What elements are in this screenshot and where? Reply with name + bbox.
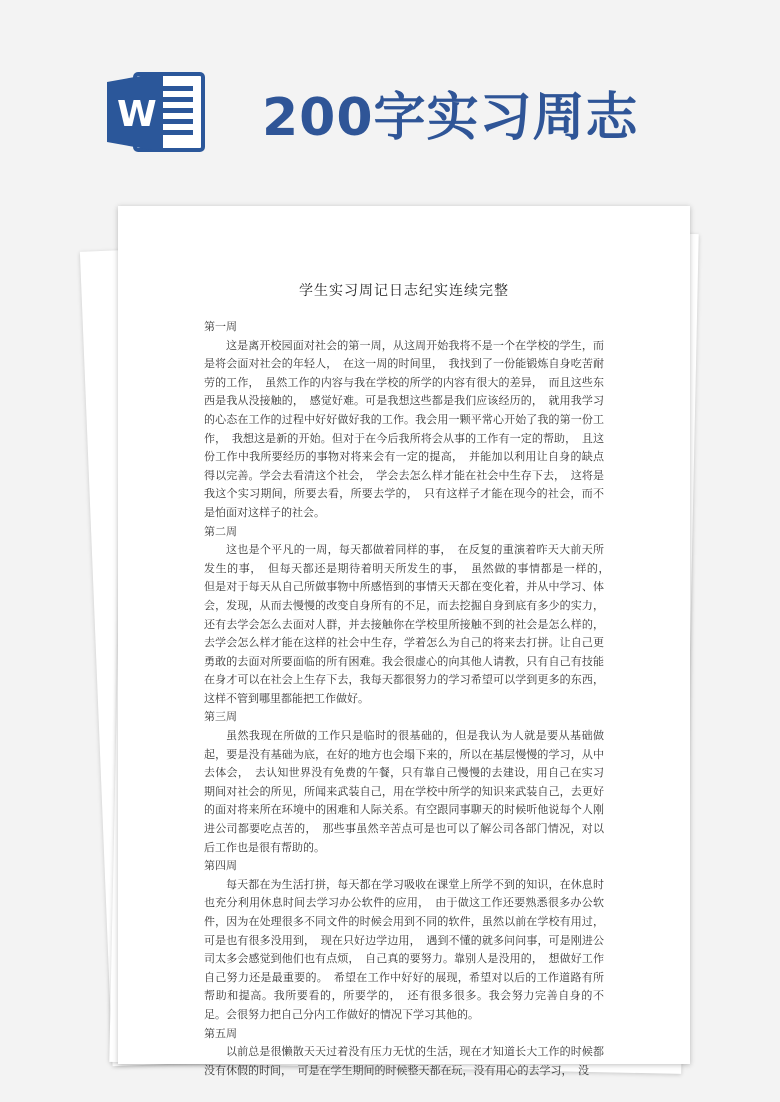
section-paragraph: 以前总是很懒散天天过着没有压力无忧的生活，现在才知道长大工作的时候都没有休假的时间， 可是在学生期间的时候整天都在玩，没有用心的去学习， 没 xyxy=(204,1045,604,1077)
document-body xyxy=(204,318,615,1077)
section-paragraph: 这也是个平凡的一周，每天都做着同样的事， 在反复的重演着昨天大前天所发生的事， 但每天都还是期待着明天所发生的事， 虽然做的事情都是一样的， 但是对于每天从自己所做事物中所感悟到的事情天天都在变化着，并从中学习、体会，发现，从而去慢慢的改变自身所有的不足，而去挖掘自身到底有多少的实力，还有去学会怎么去面对人群，并去接触你在学校里所接触不到的社会是怎么样的，去学会怎么样才能在这样的社会中生存，学着怎么为自己的将来去打拼。让自己更勇敢的去面对所要面临的所有困难。我会很虚心的向其他人请教，只有自己有技能在身才可以在社会上生存下去，我每天都很努力的学习希望可以学到更多的东西，这样不管到哪里都能把工作做好。 xyxy=(204,543,615,705)
section-paragraph: 每天都在为生活打拼，每天都在学习吸收在课堂上所学不到的知识，在休息时也充分利用休息时间去学习办公软件的应用， 由于做这工作还要熟悉很多办公软件，因为在处理很多不同文件的时候会用到不同的软件，虽然以前在学校有用过，可是也有很多没用到， 现在只好边学边用， 遇到不懂的就多问问事，可是刚进公司太多会感觉到他们也有点烦， 自己真的要努力。靠别人是没用的， 想做好工作自己努力还是最重要的。 希望在工作中好好的展现，希望对以后的工作道路有所帮助和提高。我所要看的，所要学的， 还有很多很多。我会努力完善自身的不足。会很努力把自己分内工作做好的情况下学习其他的。 xyxy=(204,877,604,1021)
section xyxy=(204,1025,604,1081)
section xyxy=(204,318,604,523)
word-doc-icon xyxy=(107,70,207,154)
document-title: 学生实习周记日志纪实连续完整 xyxy=(299,283,509,299)
section-heading: 第四周 xyxy=(204,859,237,873)
document-page xyxy=(118,206,690,1077)
word-icon-letter: W xyxy=(117,94,157,135)
page-title: 200字实习周志 xyxy=(262,88,639,148)
section xyxy=(204,523,615,709)
section-paragraph: 这是离开校园面对社会的第一周，从这周开始我将不是一个在学校的学生，而是将会面对社会的年轻人， 在这一周的时间里， 我找到了一份能锻炼自身吃苦耐劳的工作， 虽然工作的内容与我在学校的所学的内容有很大的差异， 而且这些东西是我从没接触的， 感觉好难。可是我想这些都是我们应该经历的， 就用我学习的心态在工作的过程中好好做好我的工作。我会用一颗平常心开始了我的第一份工作， 我想这是新的开始。但对于在今后我所将会从事的工作有一定的帮助， 且这份工作中我所要经历的事物对将来会有一定的提高， 并能加以利用让自身的缺点得以完善。学会去看清这个社会， 学会去怎么样才能在社会中生存下去， 这将是我这个实习期间，所要去看，所要去学的， 只有这样子才能在现今的社会，而不是怕面对这样子的社会。 xyxy=(204,338,604,519)
section-paragraph: 虽然我现在所做的工作只是临时的很基础的，但是我认为人就是要从基础做起，要是没有基础为底，在好的地方也会塌下来的，所以在基层慢慢的学习，从中去体会， 去认知世界没有免费的午餐，只有靠自己慢慢的去建设，用自己在实习期间对社会的所见，所闻来武装自己，用在学校中所学的知识来武装自己，去更好的面对将来所在环境中的困难和人际关系。有空跟同事聊天的时候听他说每个人刚进公司都要吃点苦的， 那些事虽然辛苦点可是也可以了解公司各部门情况，对以后工作也是很有帮助的。 xyxy=(204,729,604,854)
section xyxy=(204,857,604,1024)
section-heading: 第五周 xyxy=(204,1026,237,1040)
section-heading: 第三周 xyxy=(204,710,237,724)
header-banner xyxy=(0,0,780,185)
section-heading: 第二周 xyxy=(204,524,237,538)
section xyxy=(204,708,604,857)
section-heading: 第一周 xyxy=(204,320,237,333)
